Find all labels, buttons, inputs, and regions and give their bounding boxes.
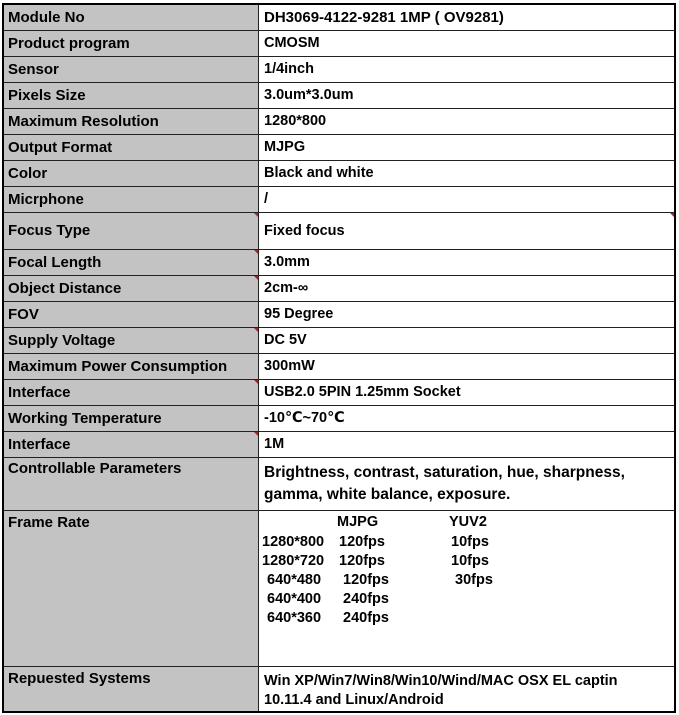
systems-line-1: Win XP/Win7/Win8/Win10/Wind/MAC OSX EL captin <box>264 672 618 689</box>
controllable-line-1: Brightness, contrast, saturation, hue, sharpness, <box>264 463 625 481</box>
row-key: Working Temperature <box>3 405 259 431</box>
row-key: Sensor <box>3 56 259 82</box>
row-value <box>259 457 676 510</box>
frame-rate-row <box>259 534 674 553</box>
row-key-text: Focus Type <box>8 222 91 239</box>
table-row <box>3 431 675 457</box>
table-row <box>3 82 675 108</box>
table-row <box>3 186 675 212</box>
controllable-line-2: gamma, white balance, exposure. <box>264 485 511 503</box>
resolution: 1280*720 <box>262 552 325 569</box>
frame-rate-row <box>259 553 674 572</box>
row-value: -10℃~70℃ <box>259 405 676 431</box>
table-row <box>3 4 675 30</box>
row-value-text: Fixed focus <box>264 222 345 239</box>
row-value: 3.0um*3.0um <box>259 82 676 108</box>
row-key: Frame Rate <box>3 510 259 666</box>
frame-rate-row <box>259 572 674 591</box>
table-row <box>3 108 675 134</box>
table-row <box>3 212 675 249</box>
frame-rate-cell <box>259 510 676 666</box>
row-key: Maximum Power Consumption <box>3 353 259 379</box>
yuv2-fps: 10fps <box>451 552 489 569</box>
resolution: 640*360 <box>267 609 322 626</box>
row-value: 300mW <box>259 353 676 379</box>
col-header-yuv2: YUV2 <box>449 513 487 530</box>
frame-rate-row <box>259 591 674 610</box>
row-key <box>3 379 259 405</box>
mjpg-fps: 240fps <box>343 609 389 626</box>
col-header-mjpg: MJPG <box>337 513 379 530</box>
row-value: 1M <box>259 431 676 457</box>
row-value: / <box>259 186 676 212</box>
row-value: DC 5V <box>259 327 676 353</box>
table-row <box>3 379 675 405</box>
comment-marker-icon <box>254 250 258 254</box>
row-key-text: Supply Voltage <box>8 331 116 349</box>
row-key: Pixels Size <box>3 82 259 108</box>
table-row <box>3 327 675 353</box>
row-value: USB2.0 5PIN 1.25mm Socket <box>259 379 676 405</box>
row-value: 1280*800 <box>259 108 676 134</box>
row-key: Output Format <box>3 134 259 160</box>
row-key <box>3 275 259 301</box>
table-row-controllable <box>3 457 675 510</box>
row-value: 1/4inch <box>259 56 676 82</box>
row-value: 2cm-∞ <box>259 275 676 301</box>
row-key <box>3 212 259 249</box>
row-value: 3.0mm <box>259 249 676 275</box>
comment-marker-icon <box>254 213 258 217</box>
resolution: 640*400 <box>267 590 322 607</box>
frame-rate-grid <box>259 511 674 663</box>
row-key <box>3 249 259 275</box>
comment-marker-icon <box>254 276 258 280</box>
row-value: Black and white <box>259 160 676 186</box>
table-row <box>3 275 675 301</box>
row-value <box>259 212 676 249</box>
yuv2-fps: 10fps <box>451 533 489 550</box>
comment-marker-icon <box>254 380 258 384</box>
comment-marker-icon <box>670 213 674 217</box>
mjpg-fps: 120fps <box>343 571 389 588</box>
frame-rate-row <box>259 610 674 629</box>
spec-table <box>2 3 676 713</box>
row-key: Maximum Resolution <box>3 108 259 134</box>
row-value <box>259 666 676 712</box>
table-row <box>3 56 675 82</box>
mjpg-fps: 120fps <box>339 552 385 569</box>
row-key-text: Object Distance <box>8 279 122 297</box>
resolution: 640*480 <box>267 571 322 588</box>
row-value: CMOSM <box>259 30 676 56</box>
table-row <box>3 134 675 160</box>
row-key-text: Interface <box>8 383 71 401</box>
table-row-systems <box>3 666 675 712</box>
table-row <box>3 160 675 186</box>
comment-marker-icon <box>254 432 258 436</box>
resolution: 1280*800 <box>262 533 325 550</box>
row-key: Micrphone <box>3 186 259 212</box>
table-row <box>3 30 675 56</box>
row-value: 95 Degree <box>259 301 676 327</box>
table-row <box>3 353 675 379</box>
row-key-text: Interface <box>8 435 71 453</box>
comment-marker-icon <box>254 328 258 332</box>
row-key: Product program <box>3 30 259 56</box>
row-key-text: Focal Length <box>8 253 102 271</box>
row-key <box>3 431 259 457</box>
mjpg-fps: 240fps <box>343 590 389 607</box>
row-key: Module No <box>3 4 259 30</box>
row-key: FOV <box>3 301 259 327</box>
table-row-frame-rate <box>3 510 675 666</box>
row-key: Color <box>3 160 259 186</box>
table-row <box>3 249 675 275</box>
row-key: Repuested Systems <box>3 666 259 712</box>
row-value: DH3069-4122-9281 1MP ( OV9281) <box>259 4 676 30</box>
systems-line-2: 10.11.4 and Linux/Android <box>264 691 444 708</box>
row-key: Controllable Parameters <box>3 457 259 510</box>
yuv2-fps: 30fps <box>455 571 493 588</box>
mjpg-fps: 120fps <box>339 533 385 550</box>
row-value: MJPG <box>259 134 676 160</box>
table-row <box>3 301 675 327</box>
row-key <box>3 327 259 353</box>
table-row <box>3 405 675 431</box>
